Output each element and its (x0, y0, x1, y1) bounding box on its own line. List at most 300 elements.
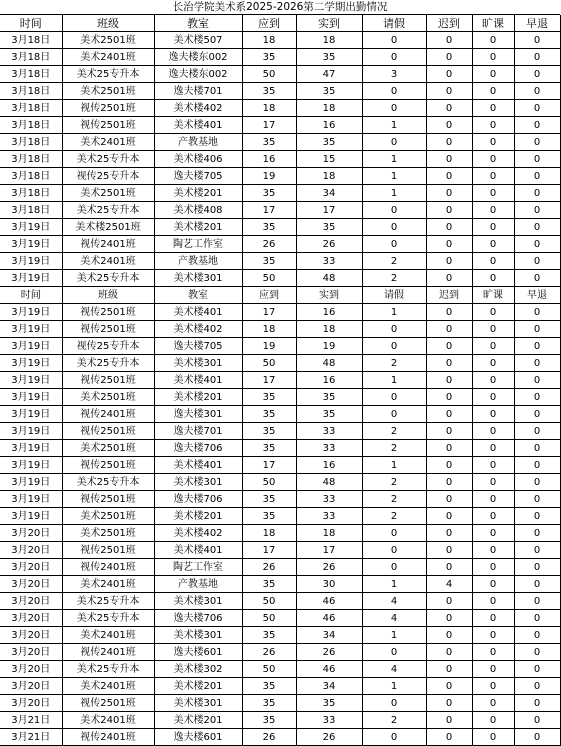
cell-leave: 请假 (362, 287, 426, 304)
cell-late: 0 (426, 610, 472, 627)
cell-expected: 35 (242, 423, 296, 440)
cell-early-leave: 0 (514, 253, 560, 270)
cell-leave: 0 (362, 202, 426, 219)
cell-expected: 50 (242, 610, 296, 627)
cell-early-leave: 0 (514, 593, 560, 610)
cell-room: 美术楼401 (154, 542, 242, 559)
cell-late: 0 (426, 49, 472, 66)
cell-leave: 2 (362, 440, 426, 457)
cell-late: 0 (426, 491, 472, 508)
col-header-expected: 应到 (242, 15, 296, 32)
cell-room: 美术楼201 (154, 185, 242, 202)
cell-early-leave: 0 (514, 491, 560, 508)
cell-late: 0 (426, 678, 472, 695)
cell-class: 美术25专升本 (62, 610, 154, 627)
cell-time: 3月21日 (0, 729, 62, 746)
cell-absent: 0 (472, 695, 514, 712)
table-row (0, 440, 560, 457)
cell-room: 美术楼201 (154, 389, 242, 406)
cell-time: 3月18日 (0, 168, 62, 185)
cell-late: 0 (426, 559, 472, 576)
cell-late: 0 (426, 66, 472, 83)
cell-present: 17 (296, 202, 362, 219)
cell-class: 美术25专升本 (62, 151, 154, 168)
cell-absent: 0 (472, 355, 514, 372)
cell-early-leave: 0 (514, 270, 560, 287)
cell-absent: 0 (472, 712, 514, 729)
cell-expected: 18 (242, 32, 296, 49)
cell-leave: 0 (362, 321, 426, 338)
cell-early-leave: 0 (514, 627, 560, 644)
cell-room: 美术楼507 (154, 32, 242, 49)
cell-expected: 26 (242, 236, 296, 253)
cell-present: 48 (296, 355, 362, 372)
cell-time: 3月19日 (0, 253, 62, 270)
cell-leave: 3 (362, 66, 426, 83)
cell-absent: 0 (472, 270, 514, 287)
cell-room: 美术楼401 (154, 372, 242, 389)
cell-time: 3月19日 (0, 372, 62, 389)
cell-early-leave: 0 (514, 440, 560, 457)
cell-present: 33 (296, 491, 362, 508)
cell-late: 0 (426, 389, 472, 406)
cell-class: 视传2501班 (62, 457, 154, 474)
cell-time: 3月18日 (0, 66, 62, 83)
cell-room: 美术楼408 (154, 202, 242, 219)
cell-present: 34 (296, 185, 362, 202)
cell-late: 0 (426, 542, 472, 559)
cell-early-leave: 0 (514, 423, 560, 440)
cell-absent: 0 (472, 83, 514, 100)
cell-late: 0 (426, 644, 472, 661)
table-row (0, 117, 560, 134)
cell-late: 0 (426, 457, 472, 474)
cell-time: 3月18日 (0, 117, 62, 134)
cell-leave: 1 (362, 304, 426, 321)
cell-present: 19 (296, 338, 362, 355)
cell-expected: 35 (242, 185, 296, 202)
cell-early-leave: 早退 (514, 287, 560, 304)
cell-present: 16 (296, 304, 362, 321)
cell-present: 实到 (296, 287, 362, 304)
cell-present: 33 (296, 712, 362, 729)
cell-expected: 50 (242, 661, 296, 678)
cell-absent: 0 (472, 168, 514, 185)
cell-late: 0 (426, 304, 472, 321)
attendance-table (0, 15, 561, 746)
cell-absent: 0 (472, 423, 514, 440)
cell-room: 逸夫楼705 (154, 168, 242, 185)
table-row (0, 202, 560, 219)
table-row (0, 525, 560, 542)
table-row (0, 610, 560, 627)
cell-expected: 26 (242, 644, 296, 661)
cell-expected: 35 (242, 49, 296, 66)
cell-room: 美术楼201 (154, 712, 242, 729)
cell-room: 逸夫楼706 (154, 440, 242, 457)
cell-class: 视传25专升本 (62, 168, 154, 185)
cell-leave: 2 (362, 508, 426, 525)
cell-expected: 35 (242, 712, 296, 729)
cell-absent: 0 (472, 559, 514, 576)
cell-leave: 0 (362, 100, 426, 117)
cell-room: 逸夫楼701 (154, 83, 242, 100)
cell-class: 美术2501班 (62, 508, 154, 525)
cell-leave: 0 (362, 695, 426, 712)
cell-leave: 0 (362, 644, 426, 661)
cell-present: 26 (296, 644, 362, 661)
cell-room: 美术楼301 (154, 355, 242, 372)
cell-early-leave: 0 (514, 372, 560, 389)
cell-early-leave: 0 (514, 525, 560, 542)
cell-time: 3月20日 (0, 559, 62, 576)
cell-early-leave: 0 (514, 32, 560, 49)
cell-late: 0 (426, 117, 472, 134)
cell-leave: 2 (362, 491, 426, 508)
cell-absent: 0 (472, 253, 514, 270)
cell-time: 3月21日 (0, 712, 62, 729)
cell-expected: 35 (242, 83, 296, 100)
cell-present: 35 (296, 219, 362, 236)
cell-absent: 0 (472, 219, 514, 236)
cell-expected: 50 (242, 270, 296, 287)
cell-expected: 18 (242, 100, 296, 117)
cell-expected: 35 (242, 389, 296, 406)
cell-leave: 2 (362, 474, 426, 491)
cell-time: 3月20日 (0, 678, 62, 695)
cell-class: 视传2501班 (62, 100, 154, 117)
cell-leave: 1 (362, 117, 426, 134)
cell-time: 3月20日 (0, 593, 62, 610)
table-row (0, 287, 560, 304)
cell-late: 0 (426, 185, 472, 202)
col-header-early-leave: 早退 (514, 15, 560, 32)
header-row (0, 15, 560, 32)
cell-room: 逸夫楼601 (154, 644, 242, 661)
cell-expected: 19 (242, 168, 296, 185)
cell-present: 16 (296, 457, 362, 474)
cell-expected: 26 (242, 729, 296, 746)
cell-expected: 17 (242, 542, 296, 559)
cell-room: 美术楼402 (154, 321, 242, 338)
cell-late: 0 (426, 168, 472, 185)
table-row (0, 576, 560, 593)
table-row (0, 270, 560, 287)
cell-class: 美术25专升本 (62, 270, 154, 287)
cell-time: 3月19日 (0, 338, 62, 355)
cell-present: 18 (296, 321, 362, 338)
cell-late: 迟到 (426, 287, 472, 304)
cell-class: 视传2401班 (62, 559, 154, 576)
cell-absent: 0 (472, 100, 514, 117)
cell-time: 3月20日 (0, 542, 62, 559)
cell-absent: 0 (472, 338, 514, 355)
cell-expected: 35 (242, 678, 296, 695)
cell-present: 34 (296, 627, 362, 644)
cell-time: 时间 (0, 287, 62, 304)
cell-room: 美术楼301 (154, 474, 242, 491)
cell-expected: 35 (242, 695, 296, 712)
table-row (0, 661, 560, 678)
cell-late: 0 (426, 253, 472, 270)
cell-time: 3月19日 (0, 219, 62, 236)
cell-absent: 0 (472, 236, 514, 253)
col-header-absent: 旷课 (472, 15, 514, 32)
cell-room: 产教基地 (154, 576, 242, 593)
cell-late: 0 (426, 508, 472, 525)
table-row (0, 644, 560, 661)
table-row (0, 185, 560, 202)
cell-early-leave: 0 (514, 83, 560, 100)
cell-expected: 35 (242, 406, 296, 423)
cell-present: 16 (296, 372, 362, 389)
cell-present: 18 (296, 32, 362, 49)
cell-room: 美术楼201 (154, 508, 242, 525)
cell-early-leave: 0 (514, 168, 560, 185)
cell-time: 3月20日 (0, 525, 62, 542)
cell-absent: 0 (472, 610, 514, 627)
table-row (0, 559, 560, 576)
cell-early-leave: 0 (514, 661, 560, 678)
cell-expected: 应到 (242, 287, 296, 304)
cell-class: 美术2401班 (62, 627, 154, 644)
cell-early-leave: 0 (514, 576, 560, 593)
cell-leave: 1 (362, 457, 426, 474)
cell-late: 0 (426, 593, 472, 610)
table-body (0, 32, 560, 746)
cell-class: 视传2501班 (62, 423, 154, 440)
cell-leave: 1 (362, 185, 426, 202)
cell-time: 3月19日 (0, 406, 62, 423)
cell-absent: 0 (472, 474, 514, 491)
cell-early-leave: 0 (514, 644, 560, 661)
cell-present: 16 (296, 117, 362, 134)
cell-expected: 17 (242, 304, 296, 321)
cell-late: 0 (426, 338, 472, 355)
cell-room: 逸夫楼705 (154, 338, 242, 355)
table-row (0, 491, 560, 508)
cell-expected: 19 (242, 338, 296, 355)
cell-leave: 2 (362, 423, 426, 440)
cell-present: 48 (296, 474, 362, 491)
cell-present: 35 (296, 406, 362, 423)
table-row (0, 32, 560, 49)
cell-absent: 0 (472, 678, 514, 695)
table-row (0, 236, 560, 253)
cell-present: 30 (296, 576, 362, 593)
cell-class: 美术2401班 (62, 576, 154, 593)
cell-early-leave: 0 (514, 610, 560, 627)
cell-absent: 0 (472, 406, 514, 423)
cell-early-leave: 0 (514, 185, 560, 202)
cell-expected: 16 (242, 151, 296, 168)
cell-expected: 35 (242, 508, 296, 525)
cell-time: 3月18日 (0, 134, 62, 151)
cell-present: 35 (296, 83, 362, 100)
cell-early-leave: 0 (514, 117, 560, 134)
cell-leave: 0 (362, 406, 426, 423)
cell-class: 视传2401班 (62, 644, 154, 661)
cell-absent: 0 (472, 491, 514, 508)
cell-time: 3月20日 (0, 695, 62, 712)
col-header-leave: 请假 (362, 15, 426, 32)
table-row (0, 66, 560, 83)
cell-present: 33 (296, 440, 362, 457)
cell-room: 美术楼302 (154, 661, 242, 678)
cell-time: 3月18日 (0, 202, 62, 219)
cell-room: 美术楼301 (154, 270, 242, 287)
col-header-time: 时间 (0, 15, 62, 32)
cell-time: 3月18日 (0, 100, 62, 117)
cell-class: 美术25专升本 (62, 661, 154, 678)
cell-absent: 0 (472, 185, 514, 202)
cell-time: 3月19日 (0, 474, 62, 491)
cell-late: 0 (426, 406, 472, 423)
cell-room: 陶艺工作室 (154, 559, 242, 576)
cell-class: 美术2501班 (62, 389, 154, 406)
cell-room: 美术楼301 (154, 627, 242, 644)
table-row (0, 406, 560, 423)
cell-late: 4 (426, 576, 472, 593)
cell-absent: 0 (472, 134, 514, 151)
col-header-present: 实到 (296, 15, 362, 32)
cell-present: 35 (296, 695, 362, 712)
cell-absent: 0 (472, 389, 514, 406)
cell-time: 3月20日 (0, 627, 62, 644)
cell-time: 3月19日 (0, 491, 62, 508)
cell-class: 视传2501班 (62, 321, 154, 338)
cell-time: 3月18日 (0, 83, 62, 100)
cell-expected: 35 (242, 134, 296, 151)
cell-present: 18 (296, 168, 362, 185)
cell-leave: 0 (362, 134, 426, 151)
cell-late: 0 (426, 372, 472, 389)
cell-early-leave: 0 (514, 304, 560, 321)
cell-early-leave: 0 (514, 542, 560, 559)
cell-absent: 0 (472, 202, 514, 219)
cell-expected: 35 (242, 491, 296, 508)
cell-class: 视传2501班 (62, 491, 154, 508)
cell-expected: 35 (242, 440, 296, 457)
cell-class: 视传2501班 (62, 117, 154, 134)
cell-present: 46 (296, 610, 362, 627)
cell-expected: 50 (242, 474, 296, 491)
cell-class: 美术25专升本 (62, 202, 154, 219)
cell-late: 0 (426, 151, 472, 168)
cell-room: 美术楼201 (154, 678, 242, 695)
cell-expected: 17 (242, 372, 296, 389)
table-row (0, 712, 560, 729)
cell-expected: 17 (242, 202, 296, 219)
cell-class: 美术2501班 (62, 32, 154, 49)
table-row (0, 168, 560, 185)
cell-class: 视传2401班 (62, 729, 154, 746)
cell-early-leave: 0 (514, 236, 560, 253)
cell-late: 0 (426, 474, 472, 491)
cell-absent: 0 (472, 372, 514, 389)
cell-present: 26 (296, 236, 362, 253)
table-row (0, 49, 560, 66)
cell-early-leave: 0 (514, 474, 560, 491)
cell-late: 0 (426, 202, 472, 219)
cell-room: 美术楼301 (154, 593, 242, 610)
cell-class: 美术2401班 (62, 712, 154, 729)
cell-time: 3月18日 (0, 32, 62, 49)
cell-leave: 0 (362, 338, 426, 355)
cell-leave: 0 (362, 49, 426, 66)
cell-leave: 0 (362, 32, 426, 49)
cell-late: 0 (426, 525, 472, 542)
cell-early-leave: 0 (514, 406, 560, 423)
cell-room: 教室 (154, 287, 242, 304)
cell-expected: 50 (242, 355, 296, 372)
cell-room: 美术楼401 (154, 457, 242, 474)
cell-time: 3月20日 (0, 610, 62, 627)
cell-expected: 17 (242, 457, 296, 474)
cell-present: 15 (296, 151, 362, 168)
cell-room: 逸夫楼601 (154, 729, 242, 746)
cell-class: 美术2501班 (62, 440, 154, 457)
cell-absent: 0 (472, 321, 514, 338)
cell-late: 0 (426, 355, 472, 372)
cell-late: 0 (426, 134, 472, 151)
cell-time: 3月20日 (0, 644, 62, 661)
cell-room: 美术楼401 (154, 304, 242, 321)
cell-room: 美术楼402 (154, 525, 242, 542)
cell-leave: 0 (362, 236, 426, 253)
table-row (0, 729, 560, 746)
cell-late: 0 (426, 32, 472, 49)
cell-absent: 0 (472, 661, 514, 678)
cell-leave: 2 (362, 355, 426, 372)
cell-present: 46 (296, 661, 362, 678)
cell-room: 美术楼301 (154, 695, 242, 712)
cell-early-leave: 0 (514, 389, 560, 406)
cell-early-leave: 0 (514, 321, 560, 338)
table-row (0, 355, 560, 372)
cell-absent: 0 (472, 593, 514, 610)
cell-class: 视传2501班 (62, 695, 154, 712)
cell-class: 美术2501班 (62, 83, 154, 100)
sheet-title: 长治学院美术系2025-2026第二学期出勤情况 (0, 0, 560, 15)
cell-leave: 1 (362, 372, 426, 389)
cell-absent: 0 (472, 304, 514, 321)
cell-absent: 0 (472, 508, 514, 525)
cell-leave: 1 (362, 627, 426, 644)
cell-class: 班级 (62, 287, 154, 304)
cell-absent: 0 (472, 440, 514, 457)
cell-room: 逸夫楼东002 (154, 66, 242, 83)
cell-class: 视传2501班 (62, 304, 154, 321)
cell-leave: 1 (362, 168, 426, 185)
cell-time: 3月20日 (0, 661, 62, 678)
cell-class: 美术2401班 (62, 134, 154, 151)
col-header-room: 教室 (154, 15, 242, 32)
cell-late: 0 (426, 83, 472, 100)
cell-late: 0 (426, 627, 472, 644)
cell-class: 美术2501班 (62, 185, 154, 202)
cell-late: 0 (426, 661, 472, 678)
cell-present: 35 (296, 49, 362, 66)
table-row (0, 219, 560, 236)
cell-leave: 0 (362, 559, 426, 576)
table-row (0, 627, 560, 644)
cell-class: 视传25专升本 (62, 338, 154, 355)
cell-class: 美术25专升本 (62, 593, 154, 610)
table-row (0, 134, 560, 151)
cell-room: 美术楼406 (154, 151, 242, 168)
table-row (0, 593, 560, 610)
